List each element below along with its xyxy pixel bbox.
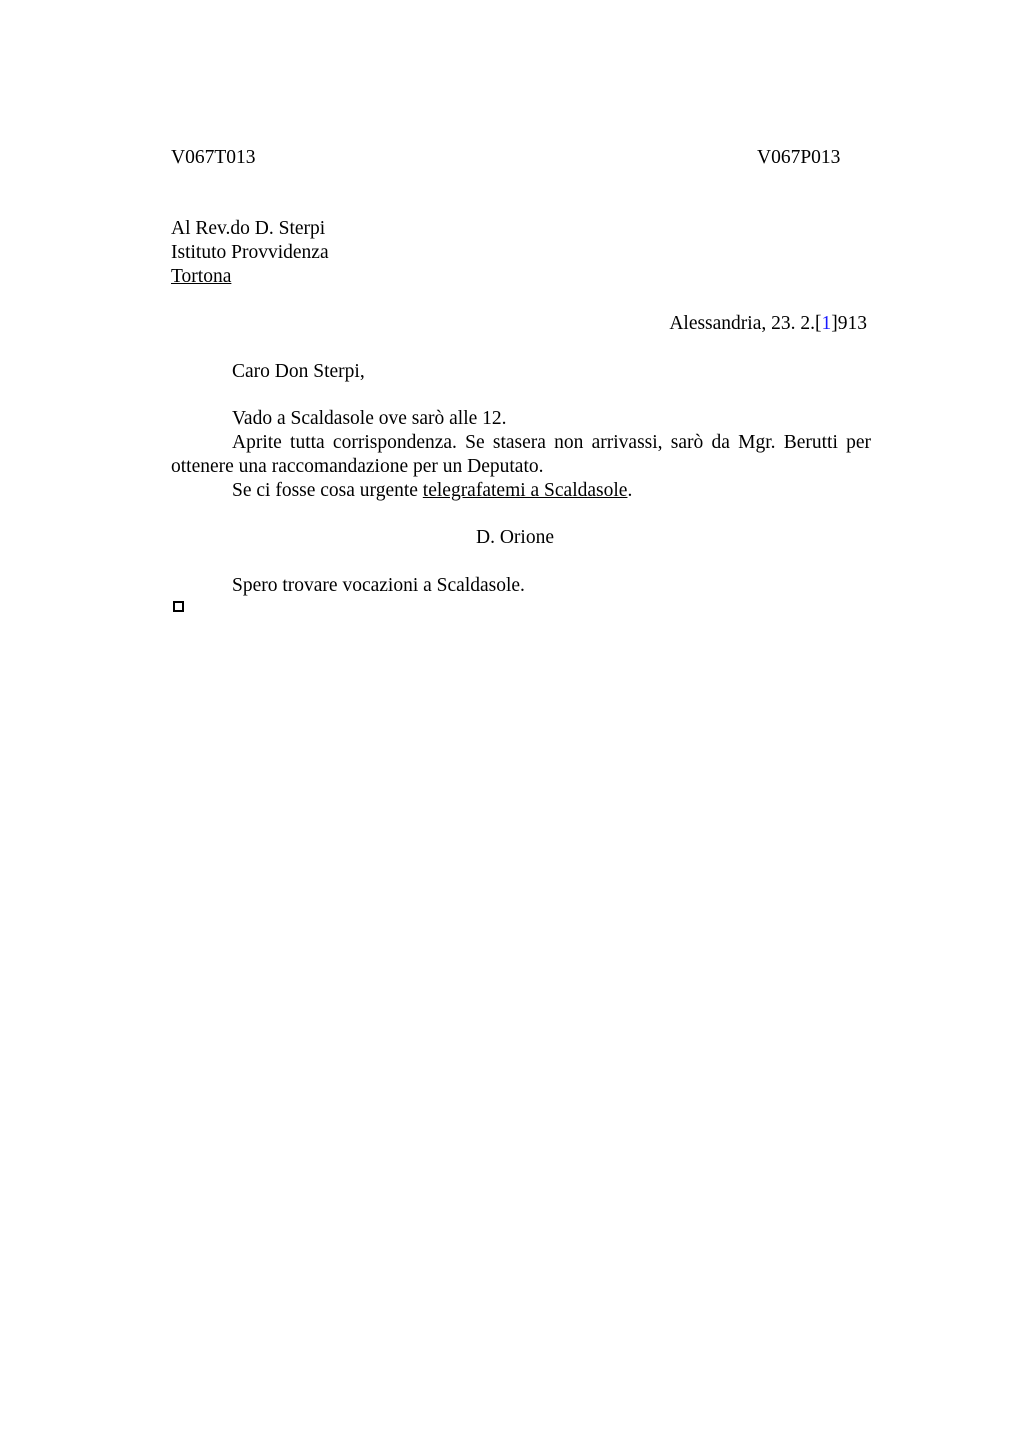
letter-postscript: Spero trovare vocazioni a Scaldasole.	[232, 575, 525, 596]
date-suffix: ]913	[831, 313, 867, 334]
letter-paragraph-1: Vado a Scaldasole ove sarò alle 12.	[232, 408, 507, 429]
document-code-left: V067T013	[171, 147, 256, 168]
paragraph-3-text: Se ci fosse cosa urgente	[232, 480, 423, 501]
address-city: Tortona	[171, 266, 232, 287]
document-code-right: V067P013	[757, 147, 841, 168]
letter-date	[669, 312, 867, 336]
end-marker-square-icon	[173, 601, 184, 612]
letter-salutation: Caro Don Sterpi,	[232, 361, 365, 382]
address-recipient: Al Rev.do D. Sterpi	[171, 218, 326, 239]
address-institute: Istituto Provvidenza	[171, 242, 329, 263]
letter-paragraph-3	[232, 479, 632, 503]
paragraph-3-underlined: telegrafatemi a Scaldasole	[422, 480, 628, 501]
paragraph-3-end: .	[627, 480, 633, 501]
date-prefix: Alessandria, 23. 2.[	[669, 313, 822, 334]
date-editorial-insertion: 1	[821, 313, 832, 334]
letter-signature: D. Orione	[476, 527, 554, 548]
letter-paragraph-2: Aprite tutta corrispondenza. Se stasera non arrivassi, sarò da Mgr. Berutti per ottenere una raccomandazione per un Deputato.	[171, 432, 871, 477]
